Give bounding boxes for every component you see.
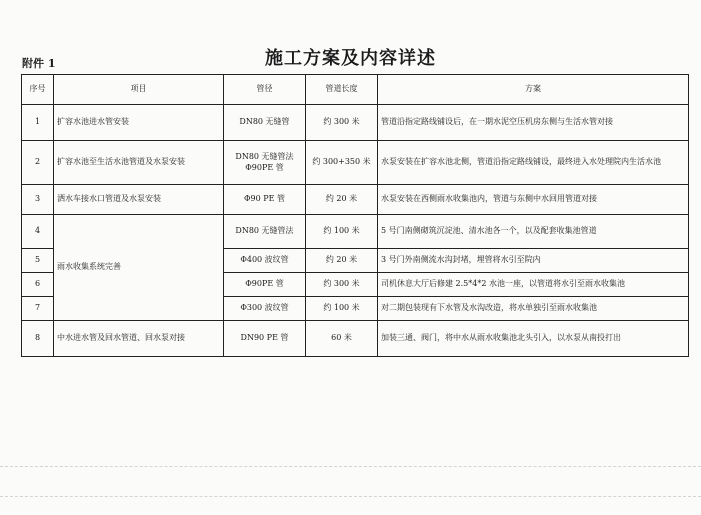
cell-no: 1 [22, 105, 54, 141]
cell-length: 60 米 [306, 321, 378, 357]
table-row [22, 185, 689, 215]
cell-plan: 加装三通、阀门，将中水从雨水收集池北头引入，以水泵从南投打出 [378, 321, 689, 357]
construction-plan-table [21, 74, 689, 357]
header-plan: 方案 [378, 75, 689, 105]
cell-item: 扩容水池进水管安装 [54, 105, 224, 141]
cell-diameter: DN80 无缝管法 [224, 215, 306, 249]
cell-length: 约 100 米 [306, 215, 378, 249]
cell-no: 5 [22, 249, 54, 273]
header-no: 序号 [22, 75, 54, 105]
cell-plan: 管道沿指定路线铺设后，在一期水泥空压机房东侧与生活水管对接 [378, 105, 689, 141]
scan-divider-top [0, 466, 701, 467]
header-diameter: 管径 [224, 75, 306, 105]
cell-plan: 3 号门外南侧流水沟封堵，埋管将水引至院内 [378, 249, 689, 273]
cell-length: 约 20 米 [306, 185, 378, 215]
cell-no: 6 [22, 273, 54, 297]
table-row [22, 215, 689, 249]
table-row [22, 321, 689, 357]
cell-plan: 水泵安装在西侧雨水收集池内，管道与东侧中水回用管道对接 [378, 185, 689, 215]
cell-item-merged: 雨水收集系统完善 [54, 215, 224, 321]
cell-diameter: Φ400 波纹管 [224, 249, 306, 273]
cell-length: 约 100 米 [306, 297, 378, 321]
cell-length: 约 300 米 [306, 273, 378, 297]
cell-plan: 5 号门南侧砌筑沉淀池、清水池各一个，以及配套收集池管道 [378, 215, 689, 249]
cell-no: 7 [22, 297, 54, 321]
cell-diameter: DN80 无缝管 [224, 105, 306, 141]
cell-no: 2 [22, 141, 54, 185]
header-item: 项目 [54, 75, 224, 105]
cell-length: 约 300 米 [306, 105, 378, 141]
header-length: 管道长度 [306, 75, 378, 105]
cell-plan: 司机休息大厅后修建 2.5*4*2 水池一座，以管道将水引至雨水收集池 [378, 273, 689, 297]
cell-plan: 对二期包装现有下水管及水沟改造，将水单独引至雨水收集池 [378, 297, 689, 321]
cell-diameter: Φ300 波纹管 [224, 297, 306, 321]
cell-diameter: Φ90PE 管 [224, 273, 306, 297]
cell-length: 约 20 米 [306, 249, 378, 273]
cell-plan: 水泵安装在扩容水池北侧，管道沿指定路线铺设，最终进入水处理院内生活水池 [378, 141, 689, 185]
cell-item: 扩容水池至生活水池管道及水泵安装 [54, 141, 224, 185]
table-header-row [22, 75, 689, 105]
cell-diameter: DN80 无缝管法 Φ90PE 管 [224, 141, 306, 185]
scan-divider-bottom [0, 496, 701, 497]
cell-item: 洒水车接水口管道及水泵安装 [54, 185, 224, 215]
cell-no: 4 [22, 215, 54, 249]
attachment-label: 附件 1 [22, 57, 56, 70]
cell-diameter: Φ90 PE 管 [224, 185, 306, 215]
cell-no: 3 [22, 185, 54, 215]
document-title: 施工方案及内容详述 [265, 48, 436, 69]
cell-item: 中水进水管及回水管道、回水泵对接 [54, 321, 224, 357]
table-row [22, 141, 689, 185]
table-row [22, 105, 689, 141]
cell-no: 8 [22, 321, 54, 357]
cell-length: 约 300+350 米 [306, 141, 378, 185]
cell-diameter: DN90 PE 管 [224, 321, 306, 357]
